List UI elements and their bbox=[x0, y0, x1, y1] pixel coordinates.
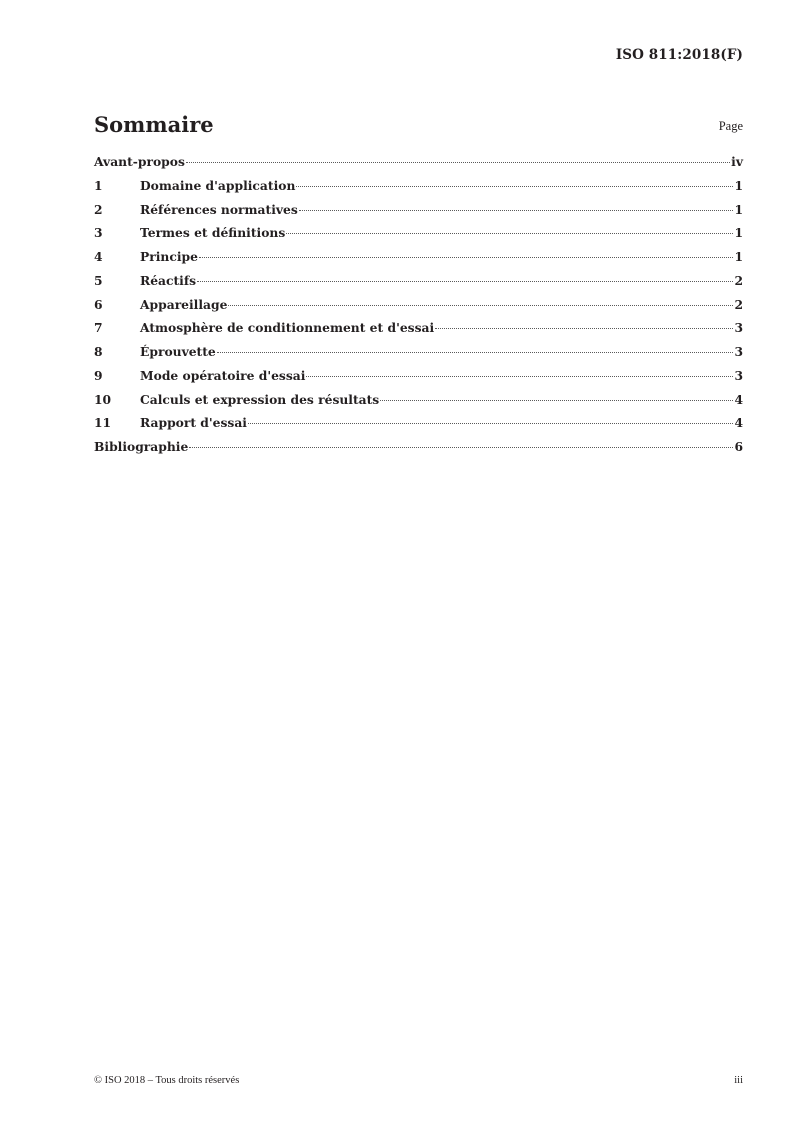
toc-entry-number: 5 bbox=[94, 272, 103, 288]
toc-entry-11[interactable] bbox=[94, 415, 743, 439]
toc-entry-number: 8 bbox=[94, 344, 103, 359]
toc-entry-label: Domaine d'application bbox=[140, 177, 296, 193]
toc-entry-page: 3 bbox=[734, 344, 743, 359]
toc-entry-3[interactable] bbox=[94, 225, 743, 249]
toc-entry-page: 1 bbox=[734, 225, 743, 241]
toc-entry-9[interactable] bbox=[94, 368, 743, 392]
toc-entry-number: 11 bbox=[94, 415, 112, 431]
toc-entry-5[interactable] bbox=[94, 273, 743, 297]
toc-entry-number: 2 bbox=[94, 201, 103, 217]
dot-leader bbox=[248, 423, 733, 424]
toc-title: Sommaire bbox=[94, 112, 214, 137]
toc-entry-10[interactable] bbox=[94, 392, 743, 416]
copyright-notice: © ISO 2018 – Tous droits réservés bbox=[94, 1075, 240, 1086]
toc-entry-page: 4 bbox=[734, 391, 743, 407]
dot-leader bbox=[286, 233, 733, 234]
toc-entry-label: Bibliographie bbox=[94, 439, 189, 454]
toc-entry-page: 1 bbox=[734, 177, 743, 193]
toc-entry-label: Termes et définitions bbox=[140, 225, 286, 241]
dot-leader bbox=[186, 162, 730, 163]
toc-entry-label: Appareillage bbox=[140, 296, 228, 312]
dot-leader bbox=[228, 305, 733, 306]
toc-entry-label: Réactifs bbox=[140, 272, 197, 288]
toc-entry-foreword[interactable] bbox=[94, 154, 743, 178]
toc-entry-8[interactable] bbox=[94, 344, 743, 368]
standard-reference: ISO 811:2018(F) bbox=[615, 47, 743, 63]
toc-entry-label: Mode opératoire d'essai bbox=[140, 367, 306, 383]
toc-entry-number: 6 bbox=[94, 296, 103, 312]
page-number: iii bbox=[734, 1075, 743, 1086]
toc-entry-page: 1 bbox=[734, 249, 743, 264]
page-column-label: Page bbox=[718, 119, 743, 133]
toc-entry-number: 9 bbox=[94, 367, 103, 383]
dot-leader bbox=[217, 352, 734, 353]
dot-leader bbox=[197, 281, 733, 282]
toc-entry-page: 4 bbox=[734, 415, 743, 431]
toc-entry-label: Principe bbox=[140, 249, 198, 264]
toc-entry-1[interactable] bbox=[94, 178, 743, 202]
toc-entry-page: 3 bbox=[734, 320, 743, 336]
toc-entry-label: Avant-propos bbox=[94, 154, 185, 169]
toc-entry-2[interactable] bbox=[94, 202, 743, 226]
toc-entry-number: 7 bbox=[94, 320, 103, 336]
dot-leader bbox=[189, 447, 733, 448]
toc-entry-page: 2 bbox=[734, 296, 743, 312]
dot-leader bbox=[296, 186, 733, 187]
toc-entry-4[interactable] bbox=[94, 249, 743, 273]
toc-entry-label: Références normatives bbox=[140, 201, 298, 217]
toc-entry-page: 1 bbox=[734, 201, 743, 217]
toc-entry-page: 6 bbox=[734, 439, 743, 454]
toc-entry-label: Calculs et expression des résultats bbox=[140, 391, 380, 407]
toc-entry-7[interactable] bbox=[94, 320, 743, 344]
toc-entry-number: 3 bbox=[94, 225, 103, 241]
toc-entry-page: iv bbox=[731, 154, 743, 169]
dot-leader bbox=[380, 400, 733, 401]
toc-entry-number: 1 bbox=[94, 177, 103, 193]
dot-leader bbox=[299, 210, 734, 211]
toc-entry-page: 2 bbox=[734, 272, 743, 288]
dot-leader bbox=[199, 257, 734, 258]
toc-entry-number: 4 bbox=[94, 249, 103, 264]
toc-entry-label: Rapport d'essai bbox=[140, 415, 247, 431]
toc-entry-bibliography[interactable] bbox=[94, 439, 743, 463]
toc-entry-number: 10 bbox=[94, 391, 112, 407]
toc-entry-label: Éprouvette bbox=[140, 344, 216, 359]
toc-entry-6[interactable] bbox=[94, 297, 743, 321]
toc-entry-label: Atmosphère de conditionnement et d'essai bbox=[140, 320, 435, 336]
dot-leader bbox=[306, 376, 733, 377]
dot-leader bbox=[435, 328, 733, 329]
table-of-contents bbox=[94, 154, 743, 463]
toc-entry-page: 3 bbox=[734, 367, 743, 383]
